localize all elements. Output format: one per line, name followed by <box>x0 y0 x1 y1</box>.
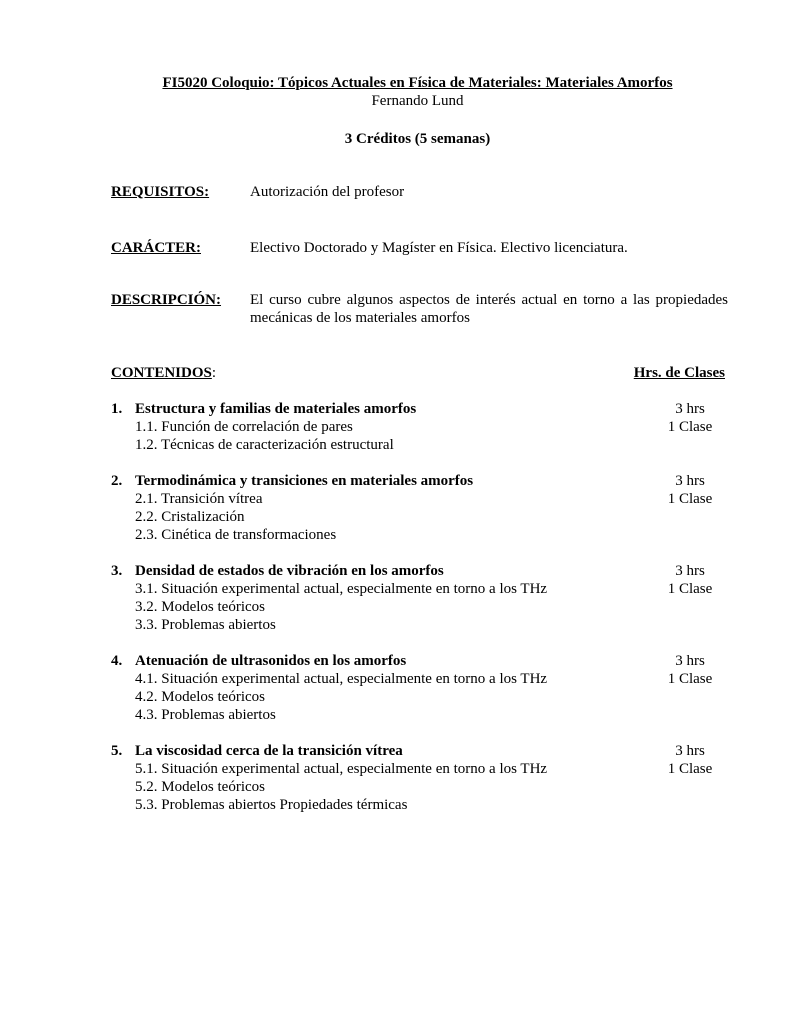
field-label: DESCRIPCIÓN: <box>111 292 222 308</box>
section-title <box>111 652 725 670</box>
classes-value: 1 Clase <box>667 581 713 597</box>
section-item: 3.3. Problemas abiertos <box>135 617 276 633</box>
section-item: 2.3. Cinética de transformaciones <box>135 527 337 543</box>
section-number: 2. <box>111 473 123 489</box>
field-value: Electivo Doctorado y Magíster en Física. Electivo licenciatura. <box>250 240 628 256</box>
section-item: 2.1. Transición vítrea <box>135 491 263 507</box>
content-section <box>111 472 725 544</box>
section-title-text: Densidad de estados de vibración en los amorfos <box>135 563 444 579</box>
section-item: 1.1. Función de correlación de pares <box>135 419 353 435</box>
section-title <box>111 562 725 580</box>
hours-value: 3 hrs <box>675 401 705 417</box>
section-title-text: Termodinámica y transiciones en materiales amorfos <box>135 473 474 489</box>
contents-label: CONTENIDOS <box>111 365 212 381</box>
section-title <box>111 742 725 760</box>
course-credits: 3 Créditos (5 semanas) <box>344 131 491 147</box>
section-item: 4.1. Situación experimental actual, especialmente en torno a los THz <box>135 671 548 687</box>
course-title: FI5020 Coloquio: Tópicos Actuales en Física de Materiales: Materiales Amorfos <box>162 75 673 91</box>
section-item: 5.3. Problemas abiertos Propiedades térmicas <box>135 797 408 813</box>
content-section <box>111 742 725 814</box>
classes-value: 1 Clase <box>667 491 713 507</box>
section-number: 1. <box>111 401 123 417</box>
section-hours <box>640 400 740 436</box>
section-item: 2.2. Cristalización <box>135 509 245 525</box>
section-item: 4.3. Problemas abiertos <box>135 707 276 723</box>
contents-header <box>111 364 725 382</box>
section-hours <box>640 562 740 598</box>
section-title <box>111 400 725 418</box>
document-header <box>0 74 800 148</box>
classes-value: 1 Clase <box>667 761 713 777</box>
section-title-text: La viscosidad cerca de la transición vítrea <box>135 743 403 759</box>
section-number: 4. <box>111 653 123 669</box>
field-label: REQUISITOS: <box>111 184 210 200</box>
section-title-text: Atenuación de ultrasonidos en los amorfos <box>135 653 407 669</box>
section-item: 4.2. Modelos teóricos <box>135 689 265 705</box>
section-hours <box>640 742 740 778</box>
section-item: 1.2. Técnicas de caracterización estructural <box>135 437 394 453</box>
classes-value: 1 Clase <box>667 671 713 687</box>
hours-value: 3 hrs <box>675 653 705 669</box>
section-item: 5.2. Modelos teóricos <box>135 779 265 795</box>
section-item: 3.1. Situación experimental actual, especialmente en torno a los THz <box>135 581 548 597</box>
section-title-text: Estructura y familias de materiales amorfos <box>135 401 417 417</box>
section-item: 3.2. Modelos teóricos <box>135 599 265 615</box>
classes-value: 1 Clase <box>667 419 713 435</box>
hours-value: 3 hrs <box>675 563 705 579</box>
content-section <box>111 652 725 724</box>
hours-header: Hrs. de Clases <box>633 365 725 381</box>
field-value: Autorización del profesor <box>250 184 405 200</box>
content-section <box>111 562 725 634</box>
section-hours <box>640 652 740 688</box>
contents-colon: : <box>211 365 217 381</box>
section-title <box>111 472 725 490</box>
hours-value: 3 hrs <box>675 473 705 489</box>
section-item: 5.1. Situación experimental actual, especialmente en torno a los THz <box>135 761 548 777</box>
section-hours <box>640 472 740 508</box>
field-label: CARÁCTER: <box>111 240 201 256</box>
hours-value: 3 hrs <box>675 743 705 759</box>
course-author: Fernando Lund <box>371 93 464 109</box>
section-number: 5. <box>111 743 123 759</box>
field-value: El curso cubre algunos aspectos de interés actual en torno a las propiedades mecánicas de los materiales amorfos <box>250 292 728 326</box>
content-section <box>111 400 725 454</box>
section-number: 3. <box>111 563 123 579</box>
